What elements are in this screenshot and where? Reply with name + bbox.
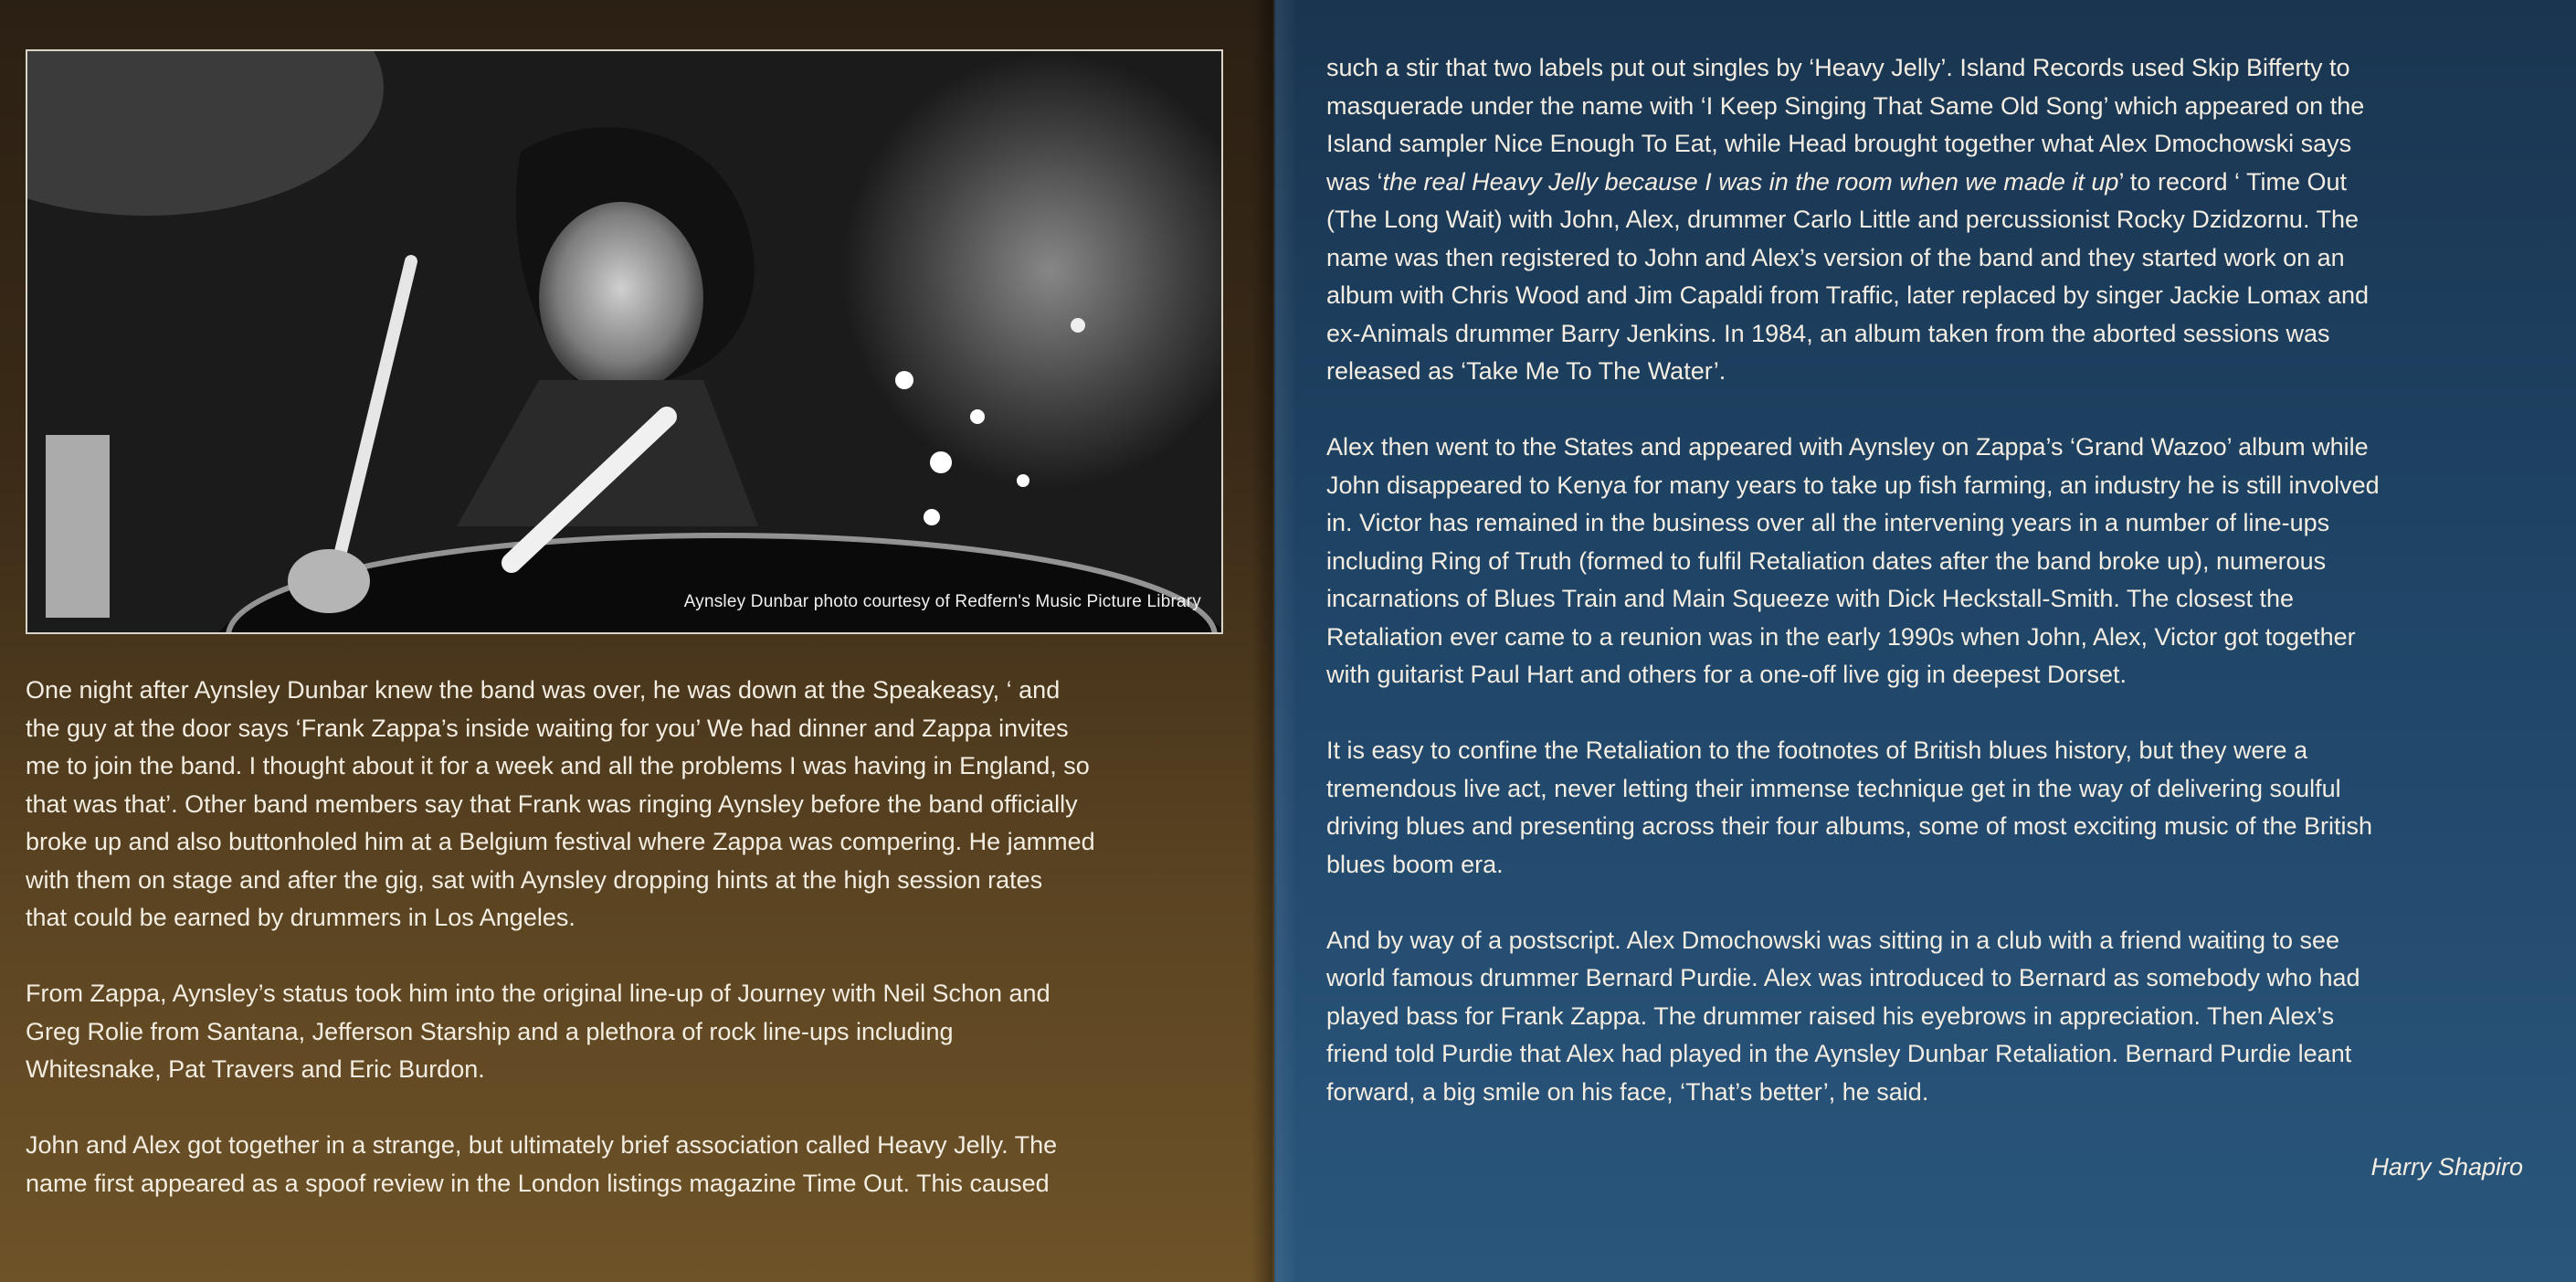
photo-illustration [27,51,1223,634]
text-line: broke up and also buttonholed him at a Belgium festival where Zappa was compering. He jammed [26,828,1095,855]
text-line: album with Chris Wood and Jim Capaldi from Traffic, later replaced by singer Jackie Lomax and [1326,281,2370,309]
text-line: with guitarist Paul Hart and others for a one-off live gig in deepest Dorset. [1326,661,2127,688]
left-column-text [26,672,1231,1203]
text-line: One night after Aynsley Dunbar knew the band was over, he was down at the Speakeasy, ‘ and [26,676,1061,704]
text-line: (The Long Wait) with John, Alex, drummer Carlo Little and percussionist Rocky Dzidzornu. The [1326,206,2359,233]
photo-caption: Aynsley Dunbar photo courtesy of Redfern's Music Picture Library [683,592,1201,611]
paragraph [1326,922,2523,1112]
text-line: Whitesnake, Pat Travers and Eric Burdon. [26,1055,485,1083]
text-line: John disappeared to Kenya for many years to take up fish farming, an industry he is still involved [1326,471,2380,499]
text-line: released as ‘Take Me To The Water’. [1326,357,1726,385]
text-line: forward, a big smile on his face, ‘That’s better’, he said. [1326,1077,1929,1106]
text-line: Island sampler Nice Enough To Eat, while Head brought together what Alex Dmochowski says [1326,130,2352,157]
text-line: incarnations of Blues Train and Main Squeeze with Dick Heckstall-Smith. The closest the [1326,585,2294,612]
text-line: Alex then went to the States and appeared with Aynsley on Zappa’s ‘Grand Wazoo’ album while [1326,433,2369,461]
drummer-photo [26,49,1223,634]
text-line: that could be earned by drummers in Los Angeles. [26,904,575,931]
paragraph [1326,732,2523,884]
text-line: world famous drummer Bernard Purdie. Alex was introduced to Bernard as somebody who had [1326,964,2360,991]
text-line: including Ring of Truth (formed to fulfil Retaliation dates after the band broke up), numerous [1326,546,2327,575]
paragraph [1326,429,2523,694]
italic-quote: the real Heavy Jelly because I was in the room when we made it up [1382,167,2119,196]
right-column-text [1326,49,2523,1111]
text-line: masquerade under the name with ‘I Keep Singing That Same Old Song’ which appeared on the [1326,91,2365,120]
paragraph [26,672,1231,938]
text-line: John and Alex got together in a strange, but ultimately brief association called Heavy Jelly. The [26,1131,1058,1159]
text-line: It is easy to confine the Retaliation to the footnotes of British blues history, but they were a [1326,736,2308,764]
text-line: driving blues and presenting across their four albums, some of most exciting music of the British [1326,812,2373,840]
text-line: me to join the band. I thought about it for a week and all the problems I was having in England, so [26,752,1090,779]
text-line: name was then registered to John and Alex’s version of the band and they started work on an [1326,243,2345,271]
text-line: And by way of a postscript. Alex Dmochowski was sitting in a club with a friend waiting to see [1326,926,2340,954]
text-line: blues boom era. [1326,850,1504,878]
text-line: friend told Purdie that Alex had played in the Aynsley Dunbar Retaliation. Bernard Purdie leant [1326,1040,2352,1067]
paragraph [26,975,1231,1089]
text-line: played bass for Frank Zappa. The drummer raised his eyebrows in appreciation. Then Alex’s [1326,1001,2335,1030]
text-line: tremendous live act, never letting their immense technique get in the way of delivering soulful [1326,774,2341,802]
text-line: with them on stage and after the gig, sat with Aynsley dropping hints at the high session rates [26,865,1043,894]
text-line: in. Victor has remained in the business over all the intervening years in a number of line-ups [1326,509,2330,536]
paragraph [1326,49,2523,391]
booklet-spine [1251,0,1297,1282]
text-line: Greg Rolie from Santana, Jefferson Starship and a plethora of rock line-ups including [26,1017,954,1045]
text-fragment: was ‘ [1326,167,1383,196]
text-line: name first appeared as a spoof review in the London listings magazine Time Out. This caused [26,1169,1050,1197]
text-line [1326,164,2523,202]
text-line: ex-Animals drummer Barry Jenkins. In 1984, an album taken from the aborted sessions was [1326,319,2330,347]
text-line: such a stir that two labels put out singles by ‘Heavy Jelly’. Island Records used Skip Bifferty to [1326,54,2350,81]
author-signature: Harry Shapiro [2370,1153,2523,1181]
text-fragment: ’ to record ‘ Time Out [2118,167,2348,196]
text-line: that was that’. Other band members say that Frank was ringing Aynsley before the band officially [26,789,1078,818]
text-line: Retaliation ever came to a reunion was in the early 1990s when John, Alex, Victor got together [1326,622,2356,651]
text-line: the guy at the door says ‘Frank Zappa’s inside waiting for you’ We had dinner and Zappa invites [26,714,1069,742]
paragraph [26,1127,1231,1203]
text-line: From Zappa, Aynsley’s status took him into the original line-up of Journey with Neil Schon and [26,980,1050,1007]
